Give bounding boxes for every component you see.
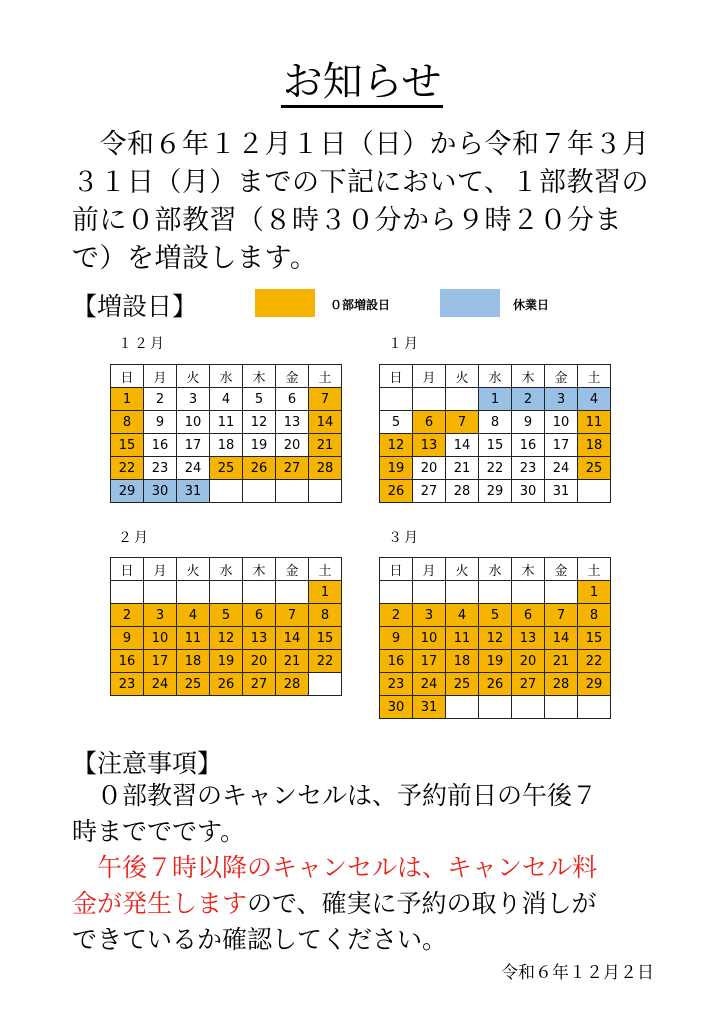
weekday-header-cell: 火 xyxy=(177,558,210,581)
calendar-day-cell: 27 xyxy=(276,457,309,480)
calendar-day-cell: 11 xyxy=(177,627,210,650)
calendar-empty-cell xyxy=(144,581,177,604)
calendar-empty-cell xyxy=(111,581,144,604)
calendar-week-row xyxy=(111,604,342,627)
calendar-day-cell: 4 xyxy=(578,388,611,411)
month-label-mar: ３月 xyxy=(388,530,420,546)
calendar-december xyxy=(110,364,342,503)
calendar-day-cell: 21 xyxy=(446,457,479,480)
calendar-day-cell: 7 xyxy=(545,604,578,627)
note-line: ０部教習のキャンセルは、予約前日の午後７ xyxy=(72,781,598,810)
calendar-day-cell: 23 xyxy=(111,673,144,696)
calendar-day-cell: 12 xyxy=(243,411,276,434)
calendar-day-cell: 19 xyxy=(210,650,243,673)
calendar-empty-cell xyxy=(512,696,545,719)
weekday-header-cell: 月 xyxy=(144,558,177,581)
calendar-day-cell: 21 xyxy=(309,434,342,457)
weekday-header-cell: 日 xyxy=(111,558,144,581)
calendar-day-cell: 3 xyxy=(144,604,177,627)
note-warning-line: 午後７時以降のキャンセルは、キャンセル料 xyxy=(72,853,598,882)
calendar-empty-cell xyxy=(413,388,446,411)
weekday-header-cell: 土 xyxy=(309,365,342,388)
month-label-feb: ２月 xyxy=(118,530,150,546)
calendar-day-cell: 13 xyxy=(243,627,276,650)
month-label-jan: １月 xyxy=(388,336,420,352)
calendar-day-cell: 19 xyxy=(380,457,413,480)
calendar-day-cell: 5 xyxy=(210,604,243,627)
calendar-day-cell: 14 xyxy=(545,627,578,650)
calendar-day-cell: 31 xyxy=(177,480,210,503)
legend-label-closed: 休業日 xyxy=(513,298,550,312)
calendar-day-cell: 20 xyxy=(276,434,309,457)
calendar-january xyxy=(379,364,611,503)
calendar-day-cell: 10 xyxy=(144,627,177,650)
calendar-day-cell: 20 xyxy=(413,457,446,480)
calendar-week-row xyxy=(380,434,611,457)
weekday-header-cell: 火 xyxy=(177,365,210,388)
weekday-header-cell: 日 xyxy=(111,365,144,388)
calendar-day-cell: 29 xyxy=(578,673,611,696)
calendar-day-cell: 9 xyxy=(512,411,545,434)
weekday-header-row xyxy=(380,558,611,581)
calendar-day-cell: 10 xyxy=(413,627,446,650)
calendar-day-cell: 11 xyxy=(446,627,479,650)
calendar-day-cell: 26 xyxy=(243,457,276,480)
weekday-header-cell: 金 xyxy=(276,558,309,581)
calendar-empty-cell xyxy=(413,581,446,604)
calendar-empty-cell xyxy=(446,388,479,411)
calendar-empty-cell xyxy=(545,696,578,719)
schedule-heading: 【増設日】 xyxy=(72,292,198,321)
calendar-day-cell: 13 xyxy=(276,411,309,434)
calendar-day-cell: 5 xyxy=(479,604,512,627)
weekday-header-cell: 土 xyxy=(578,558,611,581)
weekday-header-cell: 水 xyxy=(479,365,512,388)
calendar-day-cell: 22 xyxy=(479,457,512,480)
note-line xyxy=(72,886,672,922)
calendar-day-cell: 1 xyxy=(309,581,342,604)
calendar-day-cell: 16 xyxy=(111,650,144,673)
calendar-day-cell: 20 xyxy=(512,650,545,673)
calendar-day-cell: 22 xyxy=(578,650,611,673)
calendar-march xyxy=(379,557,611,719)
calendar-empty-cell xyxy=(276,581,309,604)
calendar-day-cell: 14 xyxy=(276,627,309,650)
calendar-day-cell: 15 xyxy=(479,434,512,457)
calendar-day-cell: 20 xyxy=(243,650,276,673)
calendar-day-cell: 2 xyxy=(111,604,144,627)
calendar-day-cell: 27 xyxy=(243,673,276,696)
calendar-day-cell: 23 xyxy=(144,457,177,480)
calendar-week-row xyxy=(380,480,611,503)
weekday-header-row xyxy=(380,365,611,388)
calendar-day-cell: 21 xyxy=(276,650,309,673)
calendar-empty-cell xyxy=(380,388,413,411)
calendar-empty-cell xyxy=(578,480,611,503)
calendar-empty-cell xyxy=(512,581,545,604)
intro-line: ３１日（月）までの下記において、１部教習の xyxy=(72,167,649,198)
calendar-day-cell: 18 xyxy=(446,650,479,673)
calendar-day-cell: 9 xyxy=(380,627,413,650)
calendar-day-cell: 25 xyxy=(578,457,611,480)
weekday-header-cell: 月 xyxy=(413,558,446,581)
calendar-day-cell: 17 xyxy=(144,650,177,673)
calendar-day-cell: 18 xyxy=(177,650,210,673)
calendar-day-cell: 10 xyxy=(177,411,210,434)
calendar-day-cell: 27 xyxy=(413,480,446,503)
calendar-day-cell: 17 xyxy=(545,434,578,457)
calendar-day-cell: 8 xyxy=(479,411,512,434)
calendar-week-row xyxy=(380,627,611,650)
calendar-week-row xyxy=(380,696,611,719)
calendar-empty-cell xyxy=(210,480,243,503)
calendar-week-row xyxy=(111,581,342,604)
calendar-day-cell: 11 xyxy=(578,411,611,434)
calendar-empty-cell xyxy=(446,581,479,604)
calendar-week-row xyxy=(111,388,342,411)
calendar-day-cell: 13 xyxy=(512,627,545,650)
calendar-day-cell: 2 xyxy=(512,388,545,411)
weekday-header-cell: 木 xyxy=(243,558,276,581)
intro-line: 令和６年１２月１日（日）から令和７年３月 xyxy=(72,129,650,160)
issue-date: 令和６年１２月２日 xyxy=(501,963,654,983)
calendar-day-cell: 19 xyxy=(479,650,512,673)
calendar-day-cell: 24 xyxy=(545,457,578,480)
calendar-week-row xyxy=(111,627,342,650)
calendar-day-cell: 23 xyxy=(512,457,545,480)
calendar-day-cell: 9 xyxy=(111,627,144,650)
calendar-empty-cell xyxy=(309,480,342,503)
calendar-empty-cell xyxy=(578,696,611,719)
calendar-day-cell: 25 xyxy=(177,673,210,696)
weekday-header-cell: 日 xyxy=(380,558,413,581)
calendar-day-cell: 7 xyxy=(276,604,309,627)
calendar-week-row xyxy=(111,480,342,503)
weekday-header-cell: 木 xyxy=(512,558,545,581)
calendar-day-cell: 1 xyxy=(111,388,144,411)
calendar-day-cell: 26 xyxy=(210,673,243,696)
weekday-header-cell: 水 xyxy=(210,365,243,388)
calendar-day-cell: 14 xyxy=(309,411,342,434)
calendar-day-cell: 22 xyxy=(111,457,144,480)
notes-paragraph xyxy=(72,778,672,958)
calendar-day-cell: 16 xyxy=(144,434,177,457)
legend-swatch-closed xyxy=(440,289,500,317)
calendar-day-cell: 11 xyxy=(210,411,243,434)
calendar-day-cell: 15 xyxy=(111,434,144,457)
intro-line: 前に０部教習（８時３０分から９時２０分ま xyxy=(72,205,622,236)
calendar-day-cell: 15 xyxy=(309,627,342,650)
calendar-day-cell: 24 xyxy=(177,457,210,480)
calendar-day-cell: 4 xyxy=(210,388,243,411)
calendar-empty-cell xyxy=(276,480,309,503)
calendar-day-cell: 3 xyxy=(545,388,578,411)
notice-title: お知らせ xyxy=(0,50,724,107)
legend-label-added: ０部増設日 xyxy=(330,298,391,312)
weekday-header-cell: 土 xyxy=(309,558,342,581)
calendar-day-cell: 12 xyxy=(210,627,243,650)
calendar-february xyxy=(110,557,342,696)
weekday-header-cell: 火 xyxy=(446,558,479,581)
intro-line: で）を増設します。 xyxy=(72,243,318,274)
weekday-header-cell: 火 xyxy=(446,365,479,388)
calendar-day-cell: 15 xyxy=(578,627,611,650)
calendar-week-row xyxy=(111,434,342,457)
calendar-day-cell: 27 xyxy=(512,673,545,696)
calendar-empty-cell xyxy=(309,673,342,696)
note-line: できているか確認してください。 xyxy=(72,925,448,954)
calendar-day-cell: 9 xyxy=(144,411,177,434)
calendar-day-cell: 1 xyxy=(479,388,512,411)
legend-swatch-added xyxy=(255,289,315,317)
calendar-empty-cell xyxy=(545,581,578,604)
calendar-day-cell: 30 xyxy=(144,480,177,503)
calendar-day-cell: 1 xyxy=(578,581,611,604)
note-line-rest: ので、確実に予約の取り消しが xyxy=(247,889,597,918)
calendar-day-cell: 14 xyxy=(446,434,479,457)
calendar-day-cell: 2 xyxy=(380,604,413,627)
calendar-day-cell: 30 xyxy=(512,480,545,503)
calendar-empty-cell xyxy=(380,581,413,604)
calendar-day-cell: 5 xyxy=(243,388,276,411)
weekday-header-cell: 金 xyxy=(545,365,578,388)
calendar-day-cell: 17 xyxy=(177,434,210,457)
calendar-day-cell: 29 xyxy=(111,480,144,503)
calendar-empty-cell xyxy=(243,581,276,604)
calendar-week-row xyxy=(111,457,342,480)
calendar-day-cell: 6 xyxy=(243,604,276,627)
notes-heading: 【注意事項】 xyxy=(72,749,223,778)
calendar-day-cell: 6 xyxy=(512,604,545,627)
calendar-empty-cell xyxy=(479,581,512,604)
calendar-day-cell: 16 xyxy=(380,650,413,673)
calendar-empty-cell xyxy=(243,480,276,503)
weekday-header-row xyxy=(111,365,342,388)
calendar-empty-cell xyxy=(210,581,243,604)
calendar-day-cell: 29 xyxy=(479,480,512,503)
weekday-header-cell: 金 xyxy=(545,558,578,581)
weekday-header-cell: 金 xyxy=(276,365,309,388)
calendar-week-row xyxy=(380,388,611,411)
calendar-week-row xyxy=(380,673,611,696)
calendar-week-row xyxy=(111,411,342,434)
calendar-week-row xyxy=(380,650,611,673)
calendar-day-cell: 6 xyxy=(413,411,446,434)
calendar-day-cell: 30 xyxy=(380,696,413,719)
calendar-day-cell: 31 xyxy=(413,696,446,719)
calendar-day-cell: 8 xyxy=(578,604,611,627)
calendar-empty-cell xyxy=(177,581,210,604)
calendar-day-cell: 4 xyxy=(446,604,479,627)
weekday-header-cell: 水 xyxy=(479,558,512,581)
calendar-day-cell: 7 xyxy=(309,388,342,411)
calendar-day-cell: 25 xyxy=(210,457,243,480)
calendar-day-cell: 22 xyxy=(309,650,342,673)
calendar-day-cell: 18 xyxy=(578,434,611,457)
calendar-day-cell: 12 xyxy=(380,434,413,457)
calendar-day-cell: 2 xyxy=(144,388,177,411)
calendar-week-row xyxy=(111,673,342,696)
calendar-day-cell: 26 xyxy=(380,480,413,503)
calendar-day-cell: 8 xyxy=(111,411,144,434)
calendar-day-cell: 24 xyxy=(144,673,177,696)
calendar-day-cell: 18 xyxy=(210,434,243,457)
calendar-day-cell: 24 xyxy=(413,673,446,696)
calendar-week-row xyxy=(380,604,611,627)
calendar-day-cell: 8 xyxy=(309,604,342,627)
month-label-dec: １２月 xyxy=(118,336,166,352)
weekday-header-cell: 日 xyxy=(380,365,413,388)
calendar-day-cell: 28 xyxy=(545,673,578,696)
weekday-header-cell: 土 xyxy=(578,365,611,388)
calendar-day-cell: 16 xyxy=(512,434,545,457)
calendar-week-row xyxy=(380,457,611,480)
weekday-header-row xyxy=(111,558,342,581)
intro-paragraph xyxy=(72,126,672,278)
calendar-day-cell: 19 xyxy=(243,434,276,457)
calendar-empty-cell xyxy=(479,696,512,719)
calendar-day-cell: 6 xyxy=(276,388,309,411)
calendar-week-row xyxy=(380,581,611,604)
weekday-header-cell: 木 xyxy=(243,365,276,388)
calendar-empty-cell xyxy=(446,696,479,719)
weekday-header-cell: 木 xyxy=(512,365,545,388)
calendar-day-cell: 28 xyxy=(276,673,309,696)
weekday-header-cell: 月 xyxy=(144,365,177,388)
calendar-day-cell: 25 xyxy=(446,673,479,696)
calendar-day-cell: 3 xyxy=(177,388,210,411)
calendar-day-cell: 26 xyxy=(479,673,512,696)
calendar-day-cell: 28 xyxy=(309,457,342,480)
calendar-day-cell: 21 xyxy=(545,650,578,673)
calendar-day-cell: 23 xyxy=(380,673,413,696)
calendar-day-cell: 5 xyxy=(380,411,413,434)
calendar-day-cell: 31 xyxy=(545,480,578,503)
weekday-header-cell: 月 xyxy=(413,365,446,388)
note-line: 時まででです。 xyxy=(72,817,246,846)
calendar-day-cell: 10 xyxy=(545,411,578,434)
calendar-day-cell: 3 xyxy=(413,604,446,627)
calendar-day-cell: 17 xyxy=(413,650,446,673)
calendar-day-cell: 13 xyxy=(413,434,446,457)
note-warning-text: 金が発生します xyxy=(72,889,248,918)
calendar-day-cell: 28 xyxy=(446,480,479,503)
calendar-day-cell: 12 xyxy=(479,627,512,650)
weekday-header-cell: 水 xyxy=(210,558,243,581)
calendar-day-cell: 4 xyxy=(177,604,210,627)
calendar-day-cell: 7 xyxy=(446,411,479,434)
calendar-week-row xyxy=(111,650,342,673)
calendar-week-row xyxy=(380,411,611,434)
